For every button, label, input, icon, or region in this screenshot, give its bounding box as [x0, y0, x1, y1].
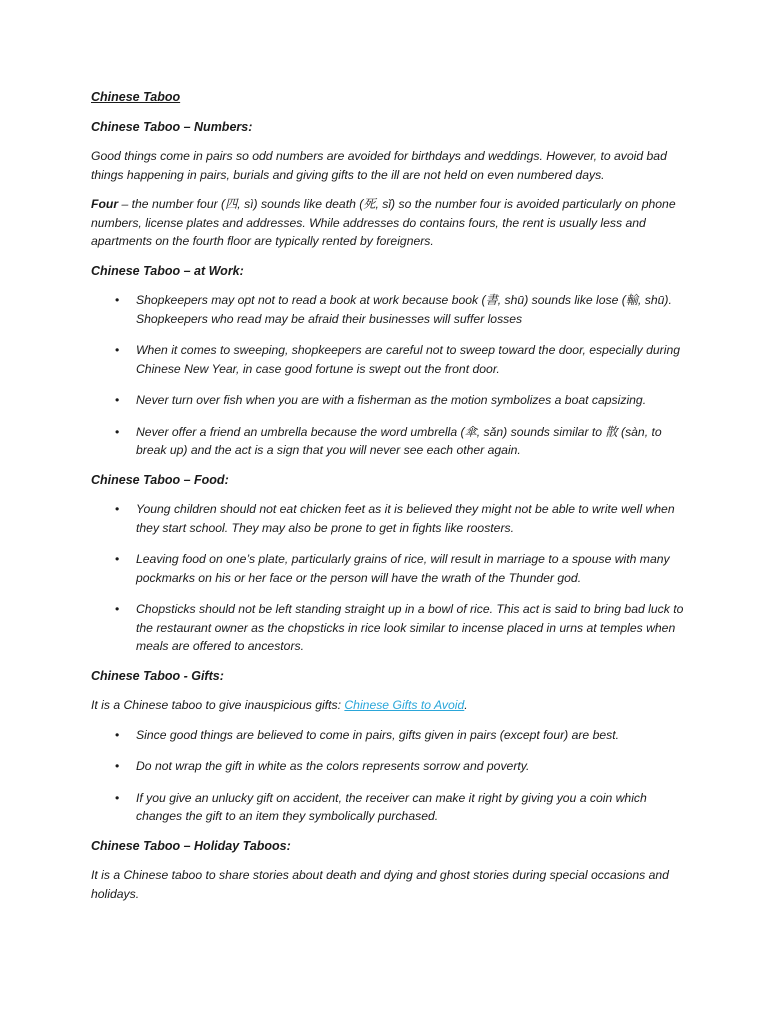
gifts-intro: [91, 696, 688, 715]
section-heading-food: Chinese Taboo – Food:: [91, 472, 229, 487]
section-heading-holiday: Chinese Taboo – Holiday Taboos:: [91, 838, 291, 853]
section-heading-work: Chinese Taboo – at Work:: [91, 263, 244, 278]
chinese-gifts-to-avoid-link[interactable]: Chinese Gifts to Avoid: [344, 698, 465, 712]
list-item: • Young children should not eat chicken feet as it is believed they might not be able to write well when they start school. They may also be prone to get in fights like roosters.: [91, 500, 688, 537]
list-item: • Never offer a friend an umbrella because the word umbrella (傘, sǎn) sounds similar to 散 (sàn, to break up) and the act is a sign that you will never see each other again.: [91, 423, 688, 460]
four-text: – the number four (四, sì) sounds like death (死, sǐ) so the number four is avoided particularly on phone numbers, license plates and addresses. While addresses do contains fours, the rent is usually less and apartments on the fourth floor are typically rented by foreigners.: [91, 197, 676, 248]
numbers-intro: Good things come in pairs so odd numbers are avoided for birthdays and weddings. However, to avoid bad things happening in pairs, burials and giving gifts to the ill are not held on even numbered days.: [91, 149, 667, 182]
section-heading-gifts: Chinese Taboo - Gifts:: [91, 668, 224, 683]
food-list: [91, 500, 688, 656]
document-title: Chinese Taboo: [91, 90, 181, 104]
list-item: • If you give an unlucky gift on accident, the receiver can make it right by giving you a coin which changes the gift to an item they symbolically purchased.: [91, 789, 688, 826]
numbers-four-paragraph: [91, 195, 688, 251]
gifts-intro-end: .: [464, 698, 468, 712]
section-heading-numbers: Chinese Taboo – Numbers:: [91, 119, 253, 134]
list-item: • Chopsticks should not be left standing straight up in a bowl of rice. This act is said to bring bad luck to the restaurant owner as the chopsticks in rice look similar to incense placed in urns at temples when meals are offered to ancestors.: [91, 600, 688, 656]
gifts-intro-text: It is a Chinese taboo to give inauspicious gifts:: [91, 698, 345, 712]
holiday-text: It is a Chinese taboo to share stories about death and dying and ghost stories during special occasions and holidays.: [91, 868, 669, 901]
list-item: • When it comes to sweeping, shopkeepers are careful not to sweep toward the door, especially during Chinese New Year, in case good fortune is swept out the front door.: [91, 341, 688, 378]
four-label: Four: [91, 197, 119, 211]
list-item: • Never turn over fish when you are with a fisherman as the motion symbolizes a boat capsizing.: [91, 391, 688, 410]
gifts-list: [91, 726, 688, 826]
list-item: • Shopkeepers may opt not to read a book at work because book (書, shū) sounds like lose (輸, shū). Shopkeepers who read may be afraid their businesses will suffer losses: [91, 291, 688, 328]
list-item: • Do not wrap the gift in white as the colors represents sorrow and poverty.: [91, 757, 688, 776]
list-item: • Leaving food on one’s plate, particularly grains of rice, will result in marriage to a spouse with many pockmarks on his or her face or the person will have the wrath of the Thunder god.: [91, 550, 688, 587]
list-item: • Since good things are believed to come in pairs, gifts given in pairs (except four) are best.: [91, 726, 688, 745]
work-list: [91, 291, 688, 460]
